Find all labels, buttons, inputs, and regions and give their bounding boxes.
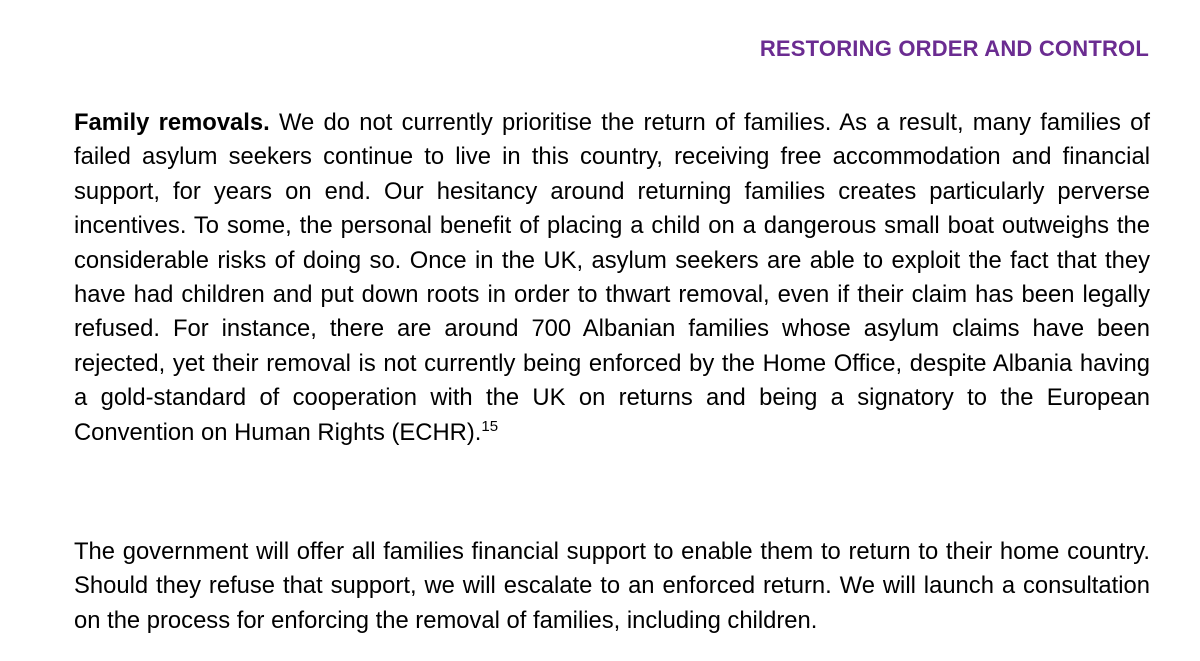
footnote-marker[interactable]: 15 [481, 417, 499, 435]
paragraph-body: We do not currently prioritise the return of families. As a result, many families of failed asylum seekers continue to live in this country, receiving free accommodation and financial support, for years on end. Our hesitancy around returning families creates particularly perverse incentives. To some, the personal benefit of placing a child on a dangerous small boat outweighs the considerable risks of doing so. Once in the UK, asylum seekers are able to exploit the fact that they have had children and put down roots in order to thwart removal, even if their claim has been legally refused. For instance, there are around 700 Albanian families whose asylum claims have been rejected, yet their removal is not currently being enforced by the Home Office, despite Albania having a gold-standard of cooperation with the UK on returns and being a signatory to the European Convention on Human Rights (ECHR). [74, 109, 1150, 446]
paragraph-family-removals [74, 106, 1150, 450]
paragraph-lead: Family removals. [74, 109, 270, 136]
paragraph-body: The government will offer all families financial support to enable them to return to their home country. Should they refuse that support, we will escalate to an enforced return. We will launch a consultation on the process for enforcing the removal of families, including children. [74, 538, 1150, 634]
paragraph-financial-support [74, 535, 1150, 638]
section-title: RESTORING ORDER AND CONTROL [759, 36, 1149, 61]
